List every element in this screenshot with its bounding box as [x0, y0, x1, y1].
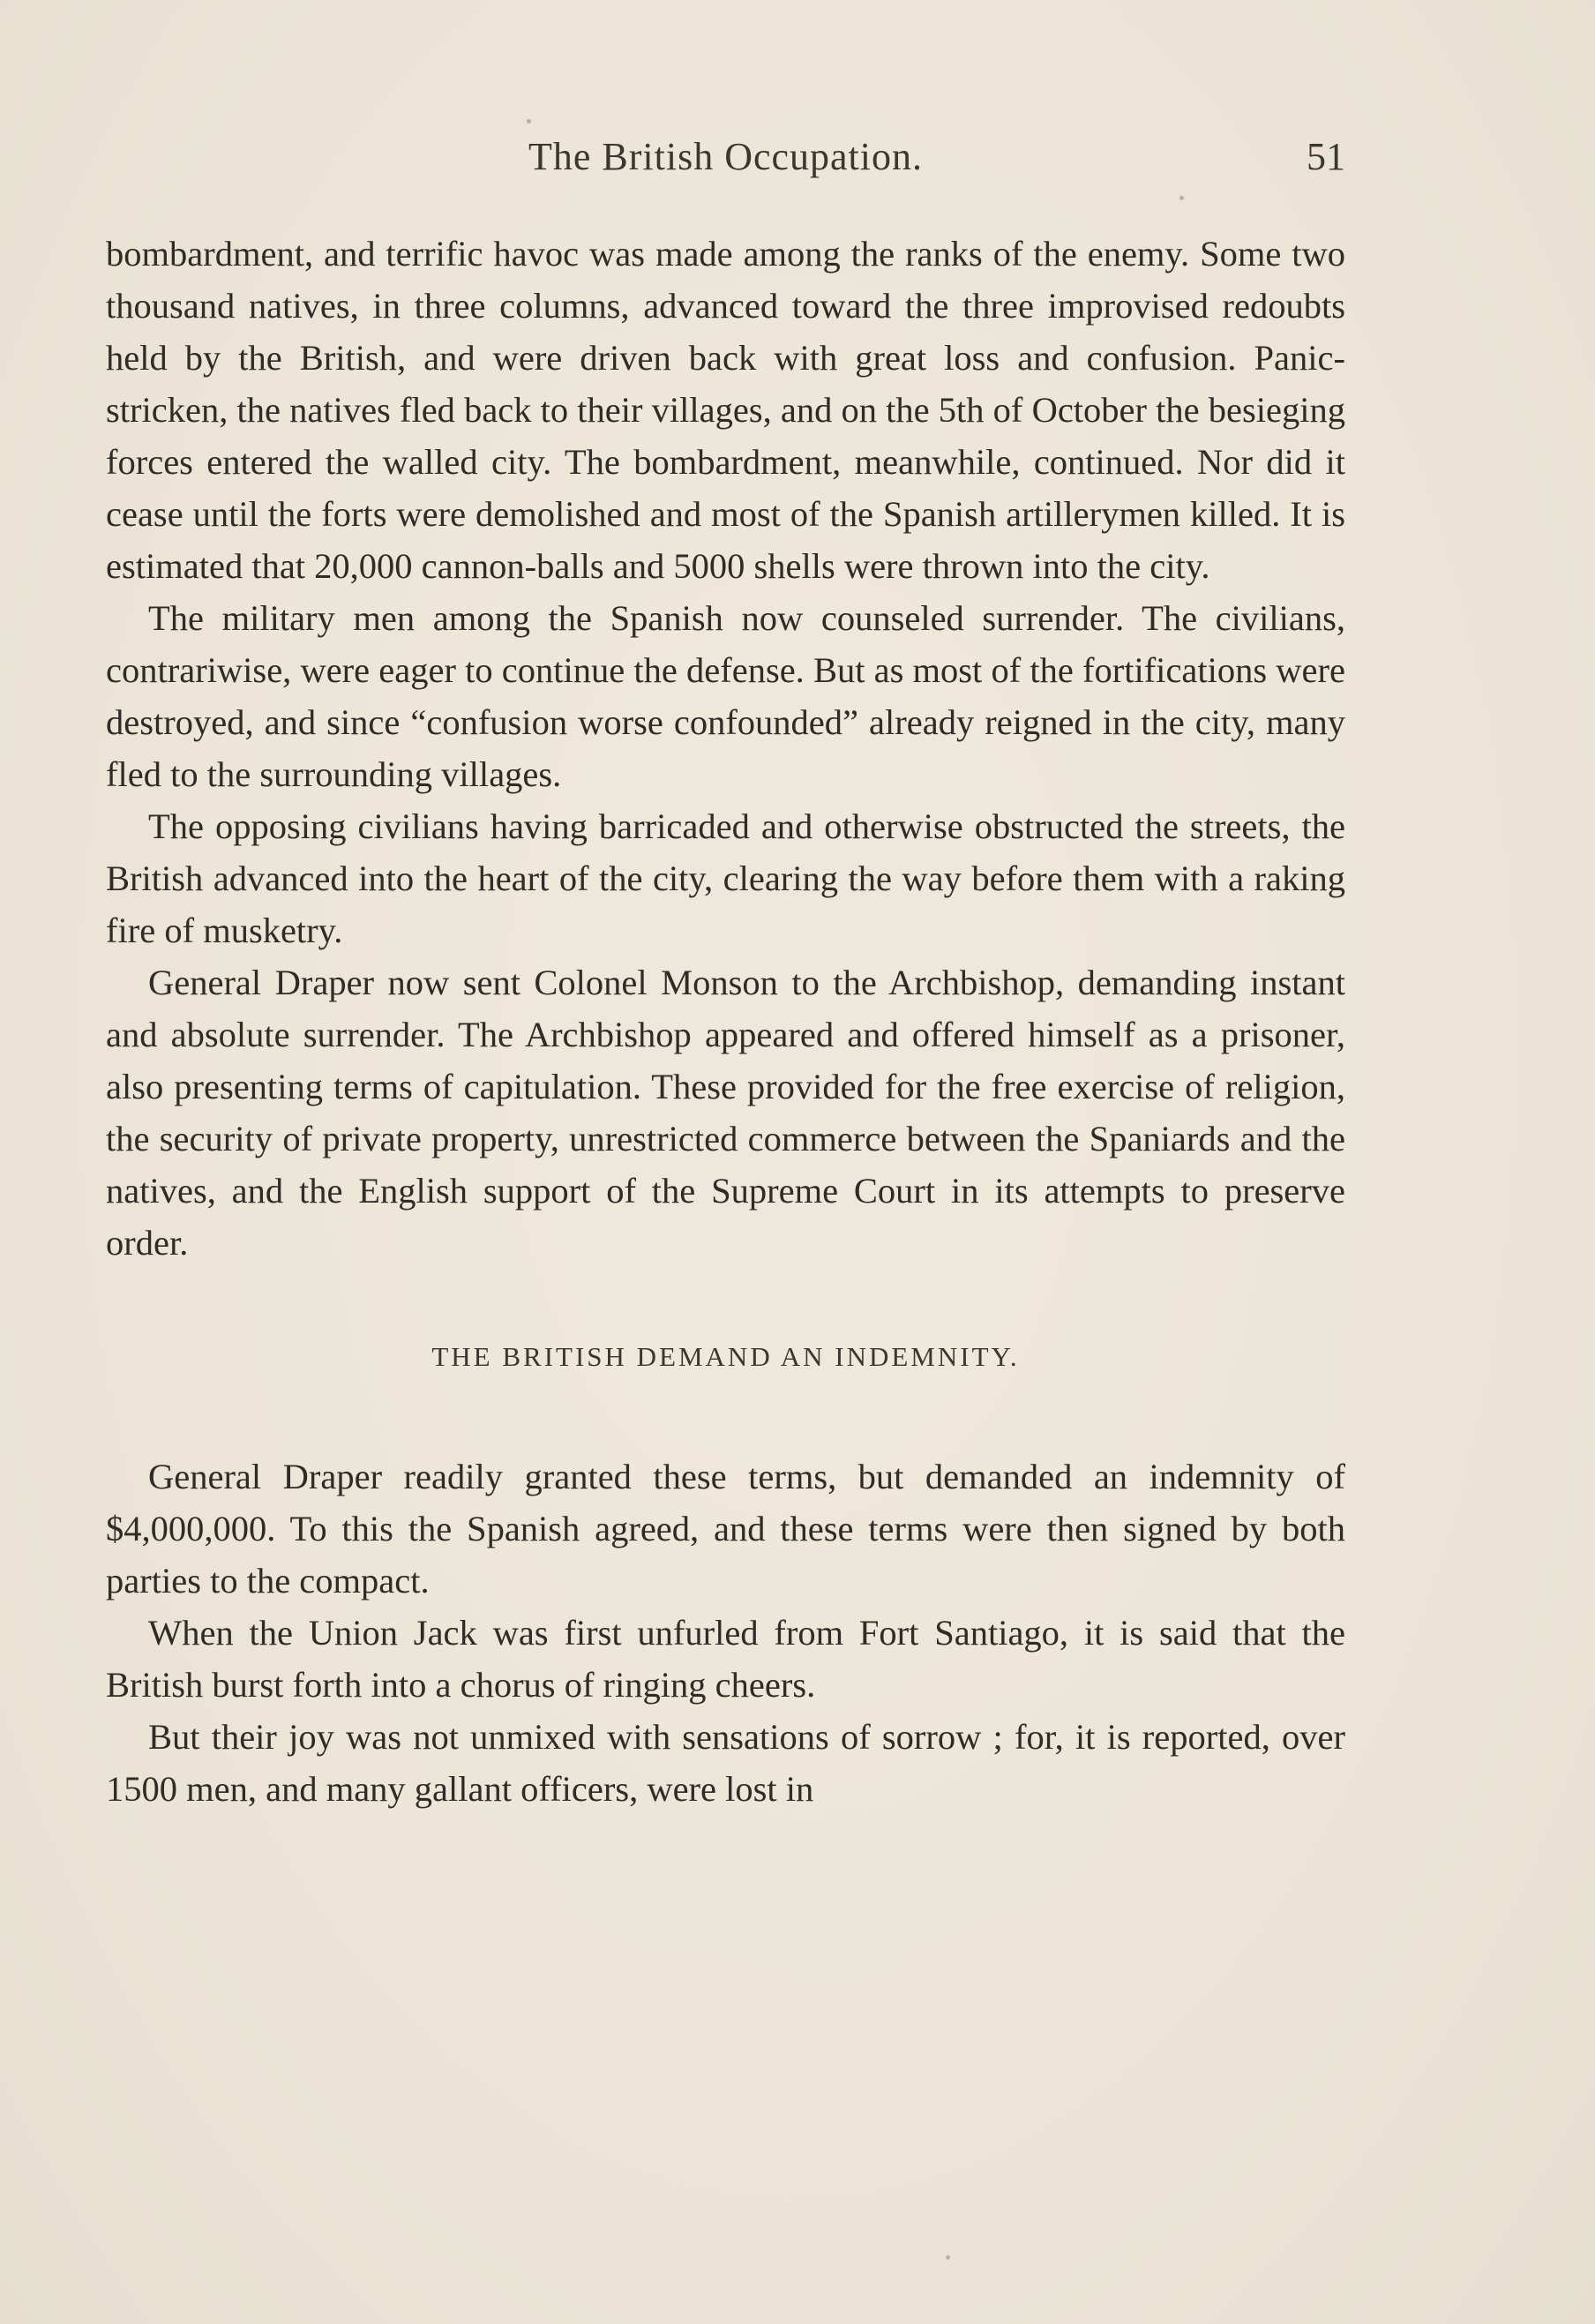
paragraph-continued: bombardment, and terrific havoc was made among the ranks of the enemy. Some two thousand natives, in three columns, advanced toward the three improvised redoubts held by the British, and were driven back with great loss and confusion. Panic-stricken, the natives fled back to their villages, and on the 5th of October the besieging forces entered the walled city. The bombardment, meanwhile, continued. Nor did it cease until the forts were demolished and most of the Spanish artillerymen killed. It is estimated that 20,000 cannon-balls and 5000 shells were thrown into the city.	[106, 234, 1345, 586]
page-number: 51	[1307, 135, 1345, 178]
paper-speck	[946, 2255, 950, 2260]
paragraph: The military men among the Spanish now counseled surrender. The civilians, contrariwise, were eager to continue the defense. But as most of the fortifications were destroyed, and since “confusion worse confounded” already reigned in the city, many fled to the surrounding villages.	[106, 598, 1345, 794]
paper-speck	[1179, 196, 1184, 200]
paragraph: General Draper now sent Colonel Monson to the Archbishop, demanding instant and absolute surrender. The Archbishop appeared and offered himself as a prisoner, also presenting terms of capitulation. These provided for the free exercise of religion, the security of private property, unrestricted commerce between the Spaniards and the natives, and the English support of the Supreme Court in its attempts to preserve order.	[106, 963, 1345, 1263]
running-head	[106, 134, 1345, 196]
running-title: The British Occupation.	[528, 135, 923, 178]
paragraph: The opposing civilians having barricaded and otherwise obstructed the streets, the British advanced into the heart of the city, clearing the way before them with a raking fire of musketry.	[106, 806, 1345, 950]
paper-speck	[527, 119, 531, 124]
section-heading: THE BRITISH DEMAND AN INDEMNITY.	[431, 1341, 1020, 1372]
paragraph-continues: But their joy was not unmixed with sensations of sorrow ; for, it is reported, over 1500 men, and many gallant officers, were lost in	[106, 1717, 1345, 1809]
paragraph: When the Union Jack was first unfurled from Fort Santiago, it is said that the British burst forth into a chorus of ringing cheers.	[106, 1613, 1345, 1705]
body-text	[106, 228, 1345, 1815]
paragraph: General Draper readily granted these terms, but demanded an indemnity of $4,000,000. To this the Spanish agreed, and these terms were then signed by both parties to the compact.	[106, 1457, 1345, 1601]
